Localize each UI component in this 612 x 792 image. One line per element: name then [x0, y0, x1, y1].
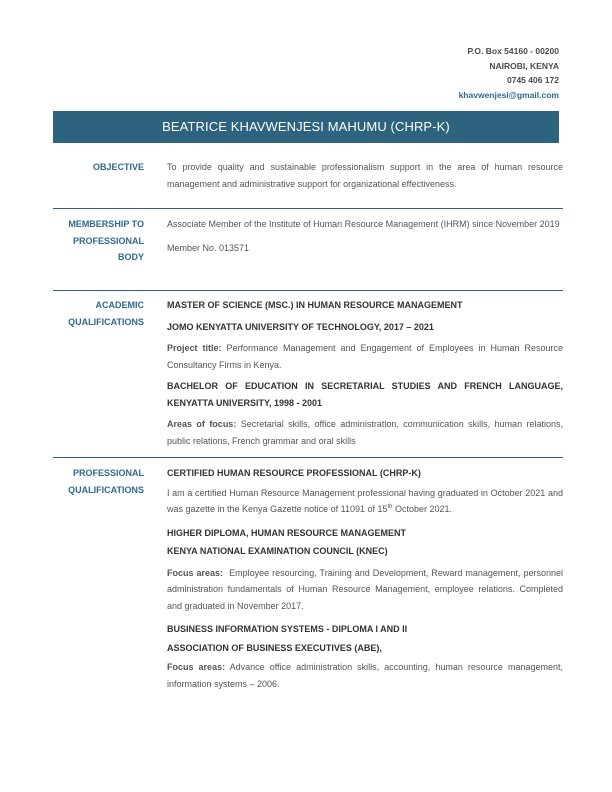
- membership-label-line: PROFESSIONAL: [72, 235, 144, 246]
- cert-title: BUSINESS INFORMATION SYSTEMS - DIPLOMA I AND II: [167, 624, 408, 634]
- focus-text: Advance office administration skills, accounting, human resource management, information systems – 2006.: [167, 662, 563, 689]
- professional-label-line: QUALIFICATIONS: [68, 484, 144, 495]
- cert-body: KENYA NATIONAL EXAMINATION COUNCIL (KNEC): [167, 546, 388, 556]
- professional-label-line: PROFESSIONAL: [72, 468, 144, 478]
- superscript: th: [387, 504, 393, 510]
- phone: 0745 406 172: [507, 75, 559, 85]
- cert-description-text: October 2021.: [392, 504, 453, 514]
- project-title: [167, 340, 563, 373]
- academic-label-line: ACADEMIC: [95, 300, 144, 310]
- membership-text: Associate Member of the Institute of Human Resource Management (IHRM) since November 2019: [167, 219, 560, 229]
- academic-content: [167, 297, 563, 449]
- cert-title: HIGHER DIPLOMA, HUMAN RESOURCE MANAGEMENT: [167, 527, 407, 538]
- contact-block: [459, 44, 559, 102]
- divider: [53, 208, 563, 209]
- objective-content: [167, 159, 563, 192]
- membership-label-line: BODY: [117, 252, 144, 262]
- cert-focus: [167, 565, 563, 615]
- cert-body: ASSOCIATION OF BUSINESS EXECUTIVES (ABE),: [167, 642, 382, 653]
- degree-title: BACHELOR OF EDUCATION IN SECRETARIAL STUDIES AND FRENCH LANGUAGE, KENYATTA UNIVERSITY, 1998 - 2001: [167, 381, 563, 408]
- membership-content: [167, 216, 563, 256]
- focus-text: Employee resourcing, Training and Development, Reward management, personnel administration fundamentals of Human Resource Management, employee relations. Completed and graduated in November 2017.: [167, 567, 563, 611]
- professional-content: [167, 465, 563, 692]
- institution: JOMO KENYATTA UNIVERSITY OF TECHNOLOGY, 2017 – 2021: [167, 321, 434, 332]
- academic-label: [53, 297, 144, 330]
- cert-focus: [167, 659, 563, 692]
- areas-label: Areas of focus:: [167, 419, 237, 429]
- membership-label-line: MEMBERSHIP TO: [68, 219, 144, 229]
- name-banner: BEATRICE KHAVWENJESI MAHUMU (CHRP-K): [53, 111, 559, 143]
- divider: [53, 457, 563, 458]
- focus-label: Focus areas:: [167, 662, 226, 672]
- email-link[interactable]: khavwenjesi@gmail.com: [458, 89, 559, 100]
- membership-label: [53, 216, 144, 266]
- areas-of-focus: [167, 416, 563, 449]
- cert-description: [167, 485, 563, 518]
- member-number: Member No. 013571: [167, 242, 250, 253]
- project-label: Project title:: [167, 343, 222, 353]
- cert-description-text: I am a certified Human Resource Management professional having graduated in October 2021 and was gazette in the Kenya Gazette notice of 11091 of 15: [167, 487, 563, 514]
- professional-label: [53, 465, 144, 498]
- cert-title: CERTIFIED HUMAN RESOURCE PROFESSIONAL (CHRP-K): [167, 468, 421, 478]
- divider: [53, 290, 563, 291]
- focus-label: Focus areas:: [167, 567, 224, 578]
- objective-text: To provide quality and sustainable professionalism support in the area of human resource management and administrative support for organizational effectiveness.: [167, 162, 563, 189]
- objective-label: OBJECTIVE: [92, 162, 144, 172]
- project-text: Performance Management and Engagement of Employees in Human Resource Consultancy Firms in Kenya.: [167, 343, 563, 370]
- degree-title: MASTER OF SCIENCE (MSC.) IN HUMAN RESOURCE MANAGEMENT: [167, 300, 463, 310]
- po-box: P.O. Box 54160 - 00200: [467, 46, 559, 56]
- areas-text: Secretarial skills, office administration, communication skills, human relations, public relations, French grammar and oral skills: [167, 419, 563, 446]
- city: NAIROBI, KENYA: [489, 60, 559, 71]
- academic-label-line: QUALIFICATIONS: [68, 316, 144, 327]
